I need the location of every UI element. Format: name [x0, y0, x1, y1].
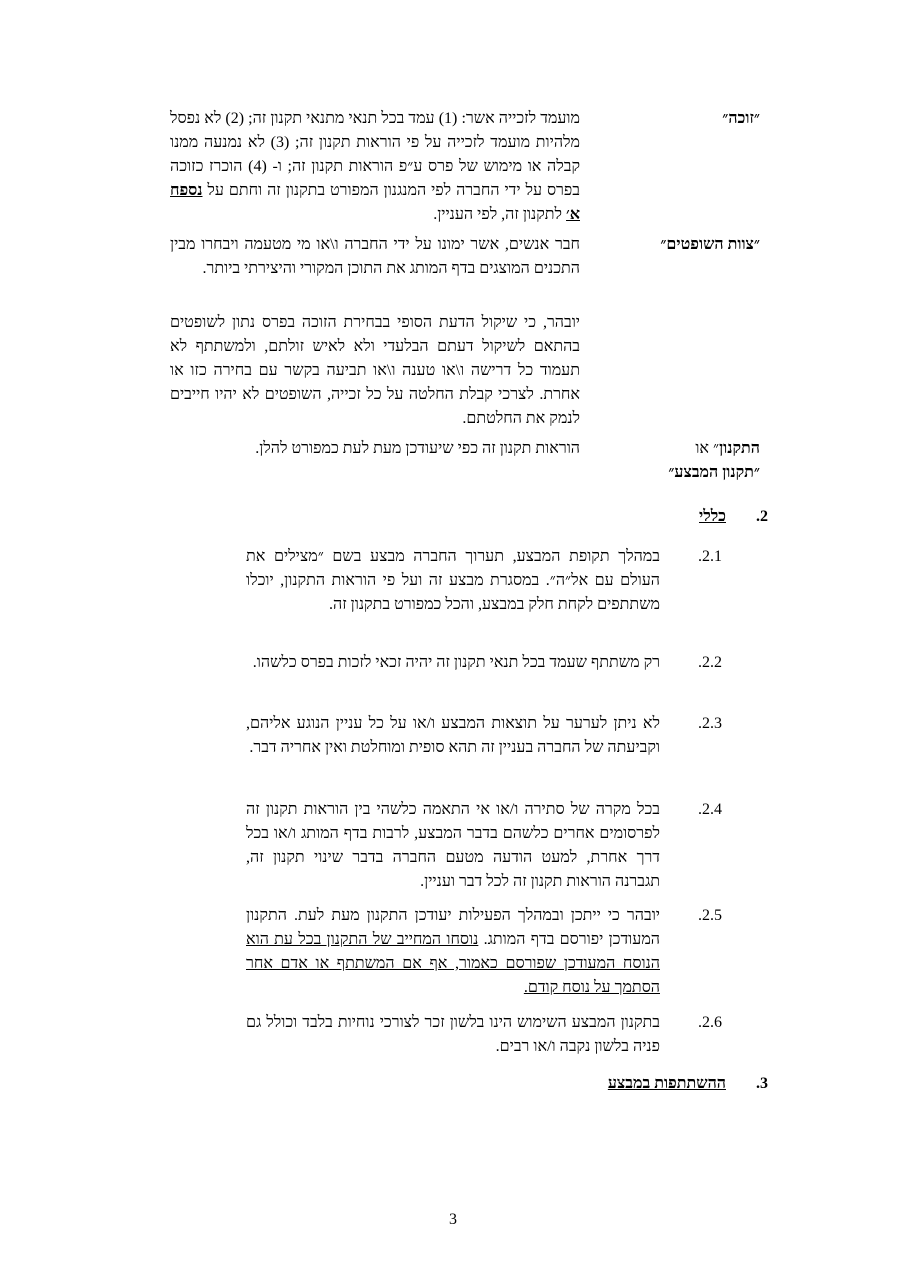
- definition-text-winner: [170, 107, 580, 227]
- clause-text: לא ניתן לערער על תוצאות המבצע ו/או על כל עניין הנוגע אליהם, וקביעתה של החברה בעניין זה תהא סופית ומוחלטת ואין אחריה דבר.: [246, 715, 660, 756]
- rules-term-bold: התקנון: [719, 440, 760, 457]
- definition-term-rules: [640, 437, 760, 485]
- clause-text: [246, 904, 660, 1000]
- clause-text: רק משתתף שעמד בכל תנאי תקנון זה יהיה זכאי לזכות בפרס כלשהו.: [252, 654, 660, 671]
- definition-term-winner: ״זוכה״: [722, 110, 760, 127]
- page-number: 3: [449, 1211, 457, 1228]
- judges-bold-note: יובהר, כי שיקול הדעת הסופי בבחירת הזוכה בפרס נתון לשופטים בהתאם לשיקול דעתם הבלעדי ולא לאיש זולתם, ולמשתתף לא תעמוד כל דרישה ו\או טענה ו\או תביעה בקשר עם בחירה כזו או אחרת. לצרכי קבלת החלטה על כל זכייה, השופטים לא יהיו חייבים לנמק את החלטתם.: [170, 314, 580, 427]
- winner-text: מועמד לזכייה אשר: (1) עמד בכל תנאי מתנאי תקנון זה; (2) לא נפסל מלהיות מועמד לזכייה על פי הוראות תקנון זה; (3) לא נמנעה ממנו קבלה או מימוש של פרס ע״פ הוראות תקנון זה; ו- (4) הוכרז כזוכה בפרס על ידי החברה לפי המנגנון המפורט בתקנון זה וחתם על: [170, 110, 581, 199]
- clause-number: 2.6.: [698, 1014, 722, 1031]
- clause-number: 2.3.: [698, 715, 722, 732]
- section-title: כללי: [699, 508, 726, 525]
- clause-text: בתקנון המבצע השימוש הינו בלשון זכר לצורכי נוחיות בלבד וכולל גם פניה בלשון נקבה ו/או רבים.: [246, 1014, 660, 1055]
- clause-2-5-text: יובהר כי ייתכן ובמהלך הפעילות יעודכן התקנון מעת לעת. התקנון המעודכן יפורסם בדף המותג.: [246, 907, 661, 948]
- appendix-a-reference: נספח א׳: [170, 182, 580, 223]
- clause-number: 2.2.: [698, 654, 722, 671]
- section-title: ההשתתפות במבצע: [607, 1075, 726, 1092]
- definition-text-rules: הוראות תקנון זה כפי שיעודכן מעת לעת כמפורט להלן.: [255, 440, 580, 457]
- clause-number: 2.5.: [698, 907, 722, 924]
- section-number: 3.: [756, 1075, 768, 1092]
- clause-number: 2.4.: [698, 801, 722, 818]
- definition-term-judges: ״צוות השופטים״: [660, 236, 760, 253]
- rules-term-line2: ״תקנון המבצע״: [668, 464, 760, 481]
- rules-term-connector: ״ או: [695, 440, 720, 457]
- clause-2-5-underlined: נוסחו המחייב של התקנון בכל עת הוא הנוסח המעודכן שפורסם כאמור, אף אם המשתתף או אדם אחר הסתמך על נוסח קודם.: [246, 931, 660, 996]
- definition-text-judges: חבר אנשים, אשר ימונו על ידי החברה ו\או מי מטעמה ויבחרו מבין התכנים המוצגים בדף המותג את התוכן המקורי והיצירתי ביותר.: [170, 236, 580, 277]
- clause-text: במהלך תקופת המבצע, תערוך החברה מבצע בשם ״מצילים את העולם עם אל״ה״. במסגרת מבצע זה ועל פי הוראות התקנון, יוכלו משתתפים לקחת חלק במבצע, והכל כמפורט בתקנון זה.: [246, 548, 660, 613]
- section-number: 2.: [756, 508, 768, 525]
- winner-text-tail: לתקנון זה, לפי העניין.: [433, 206, 567, 223]
- clause-number: 2.1.: [698, 548, 722, 565]
- clause-text: בכל מקרה של סתירה ו/או אי התאמה כלשהי בין הוראות תקנון זה לפרסומים אחרים כלשהם בדבר המבצע, לרבות בדף המותג ו/או בכל דרך אחרת, למעט הודעה מטעם החברה בדבר שינוי תקנון זה, תגברנה הוראות תקנון זה לכל דבר ועניין.: [246, 801, 660, 890]
